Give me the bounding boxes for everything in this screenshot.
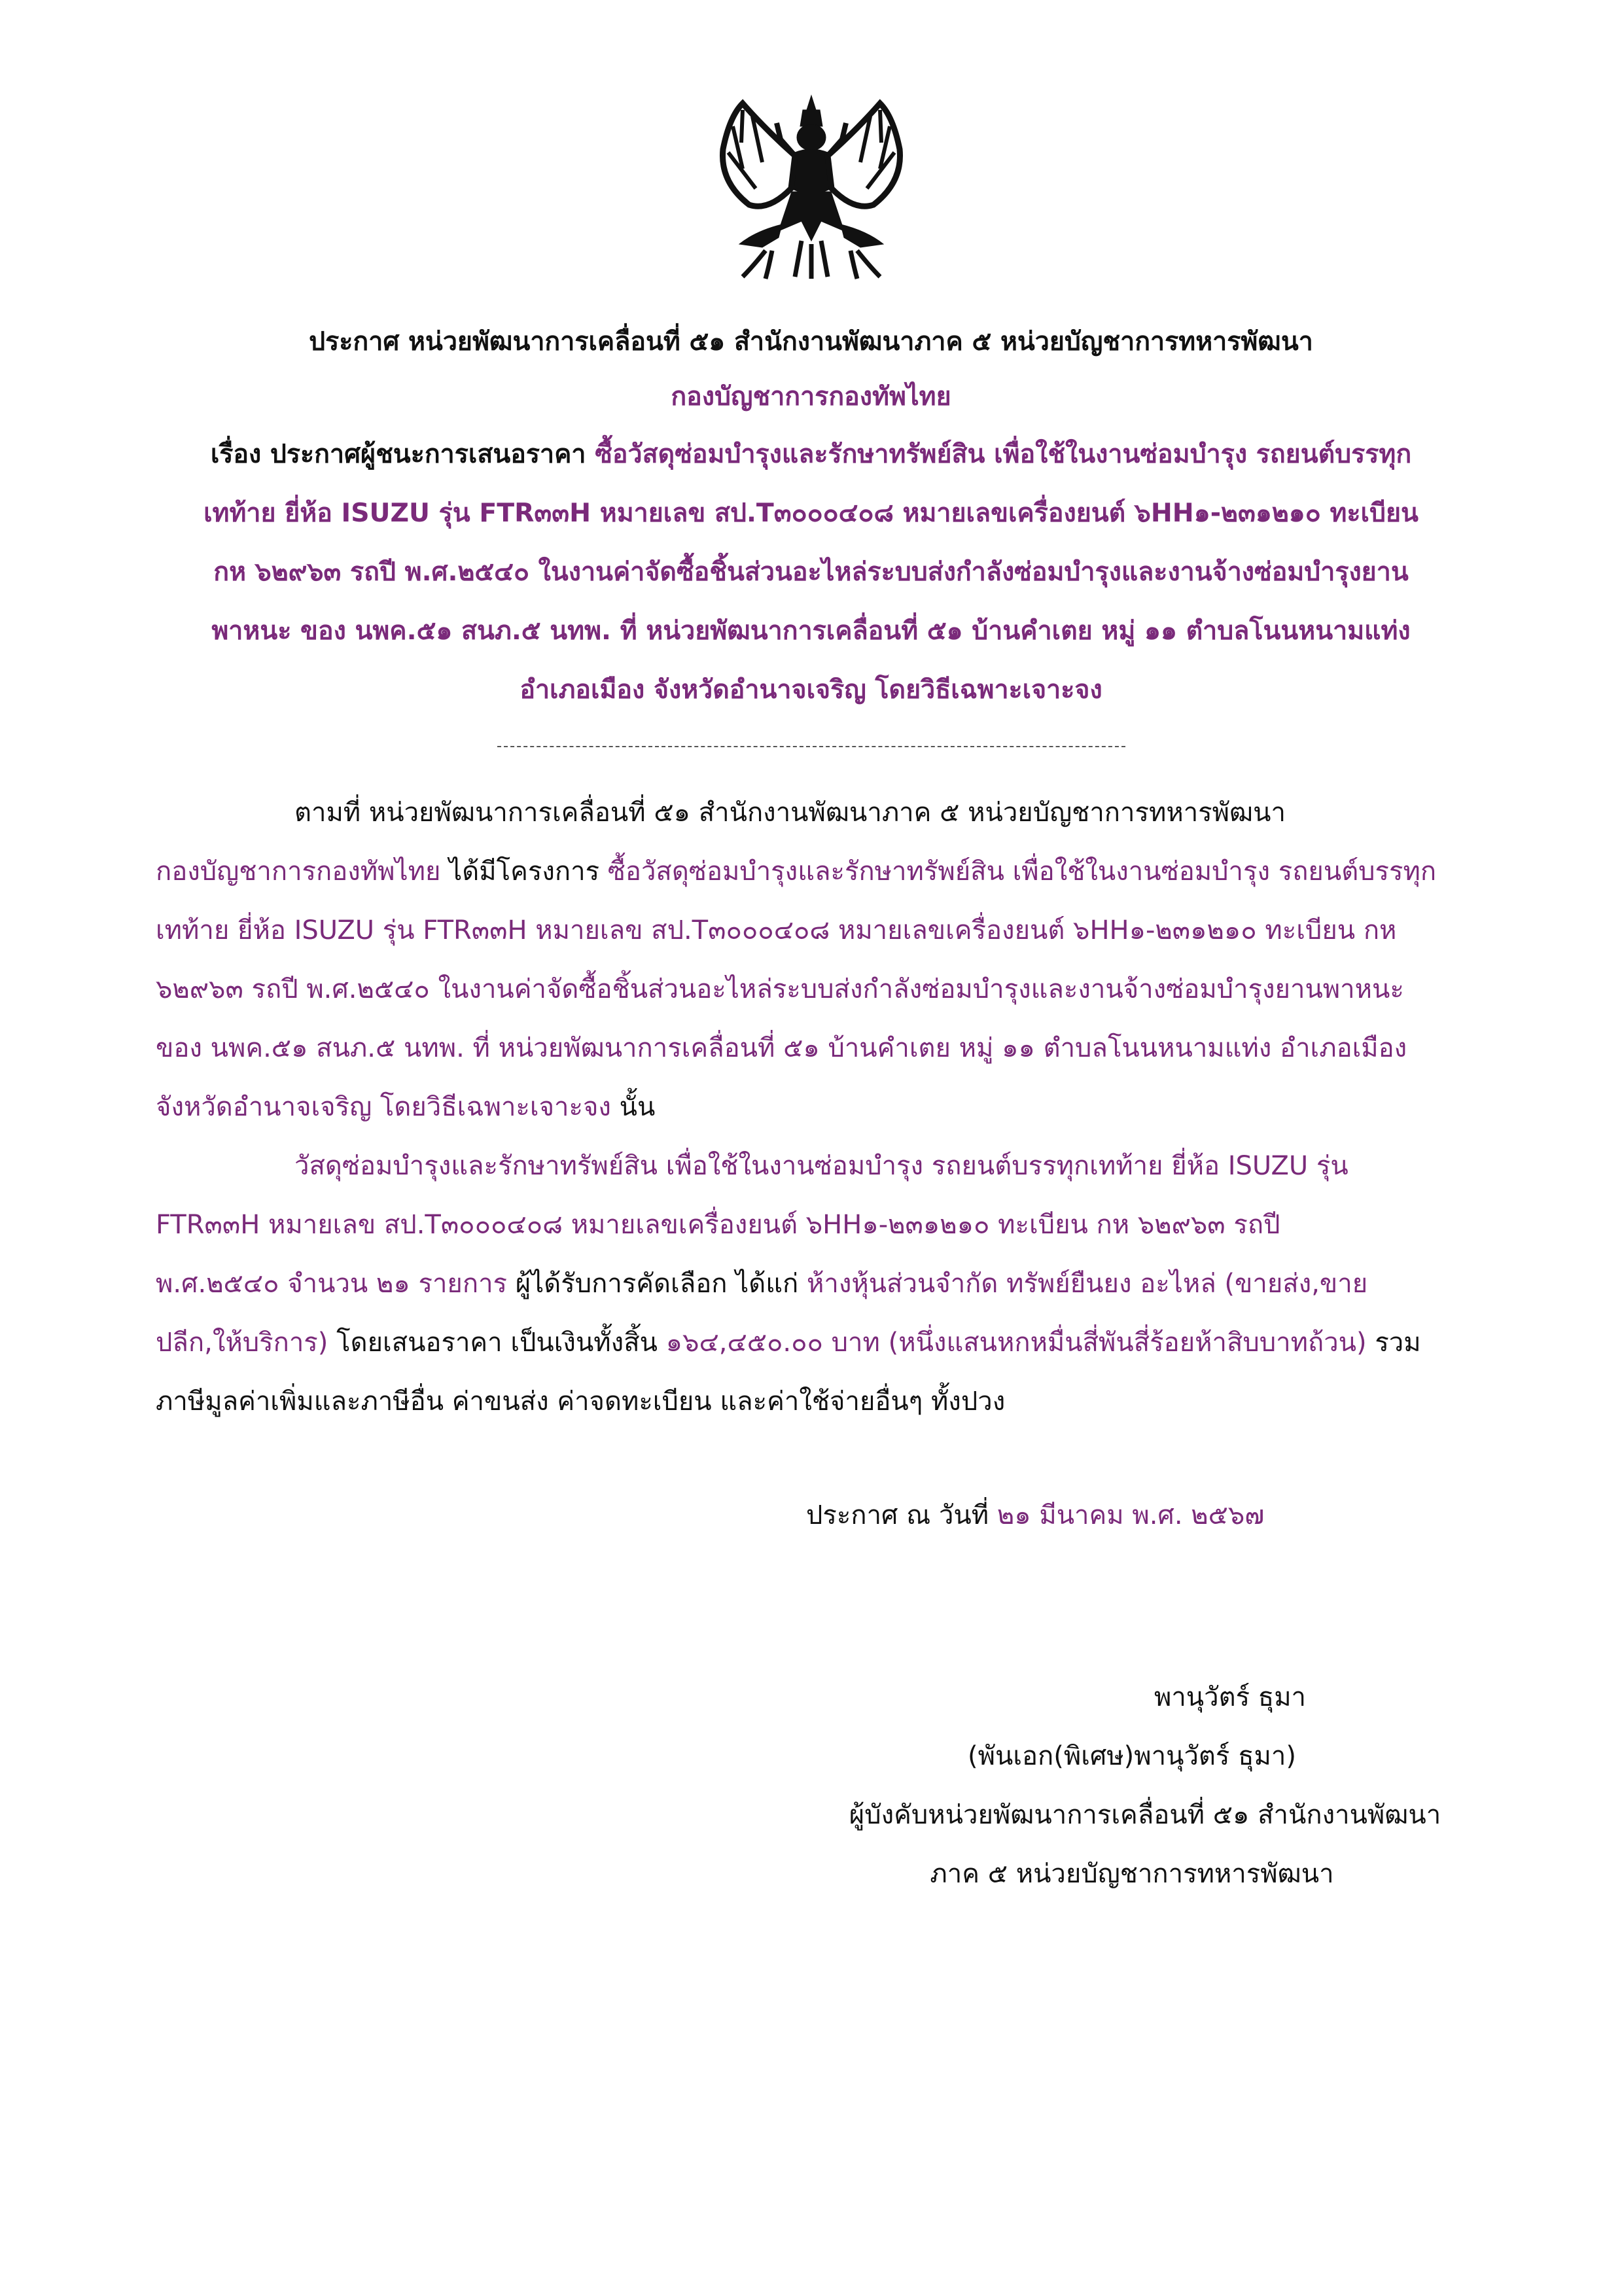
para2-line-5: ภาษีมูลค่าเพิ่มและภาษีอื่น ค่าขนส่ง ค่าจดทะเบียน และค่าใช้จ่ายอื่นๆ ทั้งปวง <box>156 1386 1006 1417</box>
subject-line-1 <box>0 434 1622 474</box>
para1-project: ซื้อวัสดุซ่อมบำรุงและรักษาทรัพย์สิน เพื่อใช้ในงานซ่อมบำรุง รถยนต์บรรทุก <box>607 857 1437 887</box>
para1-project-label: ได้มีโครงการ <box>440 857 608 887</box>
para1-line-3: เทท้าย ยี่ห้อ ISUZU รุ่น FTR๓๓H หมายเลข สป.T๓๐๐๐๔๐๘ หมายเลขเครื่องยนต์ ๖HH๑-๒๓๑๒๑๐ ทะเบียน กห <box>156 915 1397 945</box>
subject-label: เรื่อง ประกาศผู้ชนะการเสนอราคา <box>210 439 586 469</box>
signature-position-1: ผู้บังคับหน่วยพัฒนาการเคลื่อนที่ ๕๑ สำนักงานพัฒนา <box>849 1800 1441 1830</box>
signature-full-name: (พันเอก(พิเศษ)พานุวัตร์ ธุมา) <box>968 1741 1296 1771</box>
signature-name: พานุวัตร์ ธุมา <box>1154 1682 1307 1712</box>
separator-line <box>497 746 1125 747</box>
subject-line-2: เทท้าย ยี่ห้อ ISUZU รุ่น FTR๓๓H หมายเลข สป.T๓๐๐๐๔๐๘ หมายเลขเครื่องยนต์ ๖HH๑-๒๓๑๒๑๐ ทะเบียน <box>203 498 1419 528</box>
subject-line-4: พาหนะ ของ นพค.๕๑ สนภ.๕ นทพ. ที่ หน่วยพัฒนาการเคลื่อนที่ ๕๑ บ้านคำเตย หมู่ ๑๑ ตำบลโนนหนามแท่ง <box>211 616 1411 646</box>
para1-line-2 <box>156 852 1436 891</box>
para1-line-5: ของ นพค.๕๑ สนภ.๕ นทพ. ที่ หน่วยพัฒนาการเคลื่อนที่ ๕๑ บ้านคำเตย หมู่ ๑๑ ตำบลโนนหนามแท่ง อำเภอเมือง <box>156 1033 1407 1063</box>
para1-line-1: ตามที่ หน่วยพัฒนาการเคลื่อนที่ ๕๑ สำนักงานพัฒนาภาค ๕ หน่วยบัญชาการทหารพัฒนา <box>294 798 1286 828</box>
header-line-2: กองบัญชาการกองทัพไทย <box>671 381 951 412</box>
para2-price-label: โดยเสนอราคา เป็นเงินทั้งสิ้น <box>328 1328 666 1358</box>
para1-province: จังหวัดอำนาจเจริญ โดยวิธีเฉพาะเจาะจง <box>156 1092 611 1122</box>
signature-position-2: ภาค ๕ หน่วยบัญชาการทหารพัฒนา <box>930 1859 1334 1889</box>
date-label: ประกาศ ณ วันที่ <box>806 1500 989 1530</box>
subject-line-3: กห ๖๒๙๖๓ รถปี พ.ศ.๒๕๔๐ ในงานค่าจัดซื้อชิ้นส่วนอะไหล่ระบบส่งกำลังซ่อมบำรุงและงานจ้างซ่อมบำรุงยาน <box>213 557 1409 587</box>
para2-total-label: รวม <box>1366 1328 1421 1358</box>
para1-line-4: ๖๒๙๖๓ รถปี พ.ศ.๒๕๔๐ ในงานค่าจัดซื้อชิ้นส่วนอะไหล่ระบบส่งกำลังซ่อมบำรุงและงานจ้างซ่อมบำรุงยานพาหนะ <box>156 974 1404 1004</box>
para2-price: ๑๖๔,๔๕๐.๐๐ บาท (หนึ่งแสนหกหมื่นสี่พันสี่ร้อยห้าสิบบาทถ้วน) <box>665 1328 1367 1358</box>
para2-selected-label: ผู้ได้รับการคัดเลือก ได้แก่ <box>507 1269 807 1299</box>
header-line-1: ประกาศ หน่วยพัฒนาการเคลื่อนที่ ๕๑ สำนักงานพัฒนาภาค ๕ หน่วยบัญชาการทหารพัฒนา <box>309 327 1313 357</box>
para2-line-3 <box>156 1264 1367 1303</box>
para2-line-4 <box>156 1323 1421 1362</box>
subject-line-5: อำเภอเมือง จังหวัดอำนาจเจริญ โดยวิธีเฉพาะเจาะจง <box>520 675 1102 705</box>
para2-quantity: พ.ศ.๒๕๔๐ จำนวน ๒๑ รายการ <box>156 1269 508 1299</box>
para1-org: กองบัญชาการกองทัพไทย <box>156 857 441 887</box>
para2-line-1: วัสดุซ่อมบำรุงและรักษาทรัพย์สิน เพื่อใช้ในงานซ่อมบำรุง รถยนต์บรรทุกเทท้าย ยี่ห้อ ISUZU รุ่น <box>294 1151 1349 1181</box>
para1-end: นั้น <box>610 1092 656 1122</box>
para2-vendor-cont: ปลีก,ให้บริการ) <box>156 1328 328 1358</box>
para2-line-2: FTR๓๓H หมายเลข สป.T๓๐๐๐๔๐๘ หมายเลขเครื่องยนต์ ๖HH๑-๒๓๑๒๑๐ ทะเบียน กห ๖๒๙๖๓ รถปี <box>156 1210 1280 1240</box>
para2-vendor: ห้างหุ้นส่วนจำกัด ทรัพย์ยืนยง อะไหล่ (ขายส่ง,ขาย <box>806 1269 1368 1299</box>
para1-line-6 <box>156 1087 655 1127</box>
garuda-emblem-icon <box>703 90 919 280</box>
subject-text: ซื้อวัสดุซ่อมบำรุงและรักษาทรัพย์สิน เพื่อใช้ในงานซ่อมบำรุง รถยนต์บรรทุก <box>595 439 1412 469</box>
announcement-date <box>806 1496 1264 1535</box>
date-value: ๒๑ มีนาคม พ.ศ. ๒๕๖๗ <box>989 1500 1265 1530</box>
